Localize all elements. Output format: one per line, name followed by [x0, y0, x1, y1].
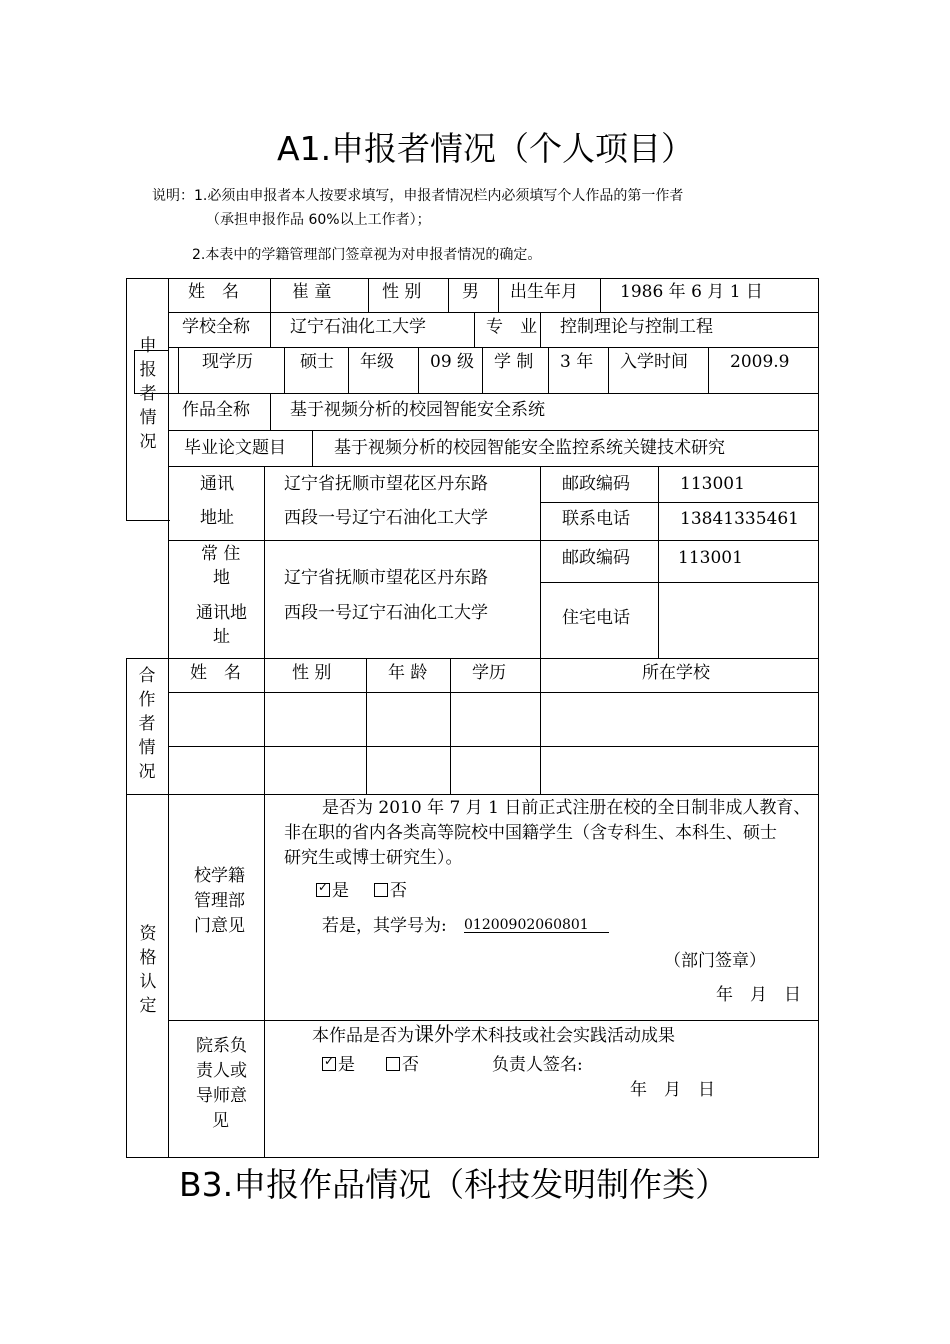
dept-question-post: 学术科技或社会实践活动成果 — [454, 1026, 675, 1046]
registrar-question-line-3: 研究生或博士研究生）。 — [284, 848, 463, 868]
birth-label: 出生年月 — [510, 282, 578, 302]
registrar-yes-label: 是 — [332, 881, 349, 901]
home-address-line-1: 辽宁省抚顺市望花区丹东路 — [284, 568, 488, 588]
page-title: A1.申报者情况（个人项目） — [277, 129, 695, 168]
note-line-2: （承担申报作品 60%以上工作者）； — [206, 212, 431, 228]
dept-no-option[interactable] — [386, 1057, 419, 1074]
school-label: 学校全称 — [182, 317, 250, 337]
note-line-1: 说明：1.必须由申报者本人按要求填写，申报者情况栏内必须填写个人作品的第一作者 — [152, 188, 684, 204]
phone-value: 13841335461 — [680, 509, 799, 529]
registrar-label-3: 门意见 — [194, 916, 245, 936]
name-value: 崔 童 — [292, 282, 332, 302]
registrar-date: 年 月 日 — [716, 985, 801, 1005]
registrar-no-option[interactable] — [374, 883, 407, 900]
home-zip-value: 113001 — [678, 548, 743, 568]
home-label-4: 址 — [213, 627, 230, 647]
grade-label: 年级 — [360, 352, 394, 372]
phone-label: 联系电话 — [562, 509, 630, 529]
school-value: 辽宁石油化工大学 — [290, 317, 426, 337]
name-label: 姓 名 — [188, 282, 239, 302]
address-line-1: 辽宁省抚顺市望花区丹东路 — [284, 474, 488, 494]
dept-question-emphasis: 课外 — [414, 1022, 454, 1046]
dept-date: 年 月 日 — [630, 1080, 715, 1100]
address-line-2: 西段一号辽宁石油化工大学 — [284, 508, 488, 528]
address-label-2: 地址 — [200, 508, 234, 528]
grade-value: 09 级 — [430, 352, 475, 372]
qualification-section-label: 资格认定 — [139, 924, 157, 1016]
enroll-label: 入学时间 — [620, 352, 688, 372]
enroll-value: 2009.9 — [730, 352, 790, 372]
birth-value: 1986 年 6 月 1 日 — [620, 282, 763, 302]
home-zip-label: 邮政编码 — [562, 548, 630, 568]
zip-label: 邮政编码 — [562, 474, 630, 494]
work-label: 作品全称 — [182, 400, 250, 420]
signature-label: 负责人签名: — [492, 1055, 583, 1075]
study-system-value: 3 年 — [560, 352, 594, 372]
dept-yes-label: 是 — [338, 1055, 355, 1075]
education-value: 硕士 — [300, 352, 334, 372]
home-label-1: 常 住 — [201, 544, 241, 564]
work-value: 基于视频分析的校园智能安全系统 — [290, 400, 545, 420]
applicant-section-label: 申报者情况 — [139, 336, 157, 452]
registrar-no-checkbox[interactable] — [374, 883, 388, 897]
home-phone-label: 住宅电话 — [562, 608, 630, 628]
coauthor-section-label: 合作者情况 — [138, 666, 156, 782]
gender-label: 性 别 — [382, 282, 422, 302]
dept-question — [312, 1024, 675, 1045]
next-section-title: B3.申报作品情况（科技发明制作类） — [179, 1165, 729, 1204]
dept-no-checkbox[interactable] — [386, 1057, 400, 1071]
dept-yes-checkbox[interactable] — [322, 1057, 336, 1071]
dept-no-label: 否 — [402, 1055, 419, 1075]
registrar-label-2: 管理部 — [194, 891, 245, 911]
registrar-label-1: 校学籍 — [194, 866, 245, 886]
registrar-yes-option[interactable] — [316, 883, 349, 900]
home-label-2: 地 — [213, 568, 230, 588]
home-address-line-2: 西段一号辽宁石油化工大学 — [284, 603, 488, 623]
note-line-3: 2.本表中的学籍管理部门签章视为对申报者情况的确定。 — [192, 247, 542, 263]
gender-value: 男 — [462, 282, 479, 302]
study-system-label: 学 制 — [494, 352, 534, 372]
dept-label-1: 院系负 — [196, 1036, 247, 1056]
coauthor-header-education: 学历 — [472, 663, 506, 683]
dept-label-2: 责人或 — [196, 1061, 247, 1081]
thesis-value: 基于视频分析的校园智能安全监控系统关键技术研究 — [334, 438, 725, 458]
dept-label-4: 见 — [212, 1111, 229, 1131]
home-label-3: 通讯地 — [196, 603, 247, 623]
coauthor-header-gender: 性 别 — [292, 663, 332, 683]
registrar-no-label: 否 — [390, 881, 407, 901]
registrar-question-line-1: 是否为 2010 年 7 月 1 日前正式注册在校的全日制非成人教育、 — [322, 798, 811, 818]
student-no-label: 若是，其学号为: — [322, 916, 447, 936]
major-label: 专 业 — [486, 317, 537, 337]
registrar-question-line-2: 非在职的省内各类高等院校中国籍学生（含专科生、本科生、硕士 — [284, 823, 777, 843]
major-value: 控制理论与控制工程 — [560, 317, 713, 337]
student-no-value: 01200902060801 — [464, 918, 609, 933]
dept-yes-option[interactable] — [322, 1057, 355, 1074]
thesis-label: 毕业论文题目 — [184, 438, 286, 458]
address-label-1: 通讯 — [200, 474, 234, 494]
dept-label-3: 导师意 — [196, 1086, 247, 1106]
department-stamp: （部门签章） — [664, 951, 766, 971]
coauthor-header-name: 姓 名 — [190, 663, 241, 683]
education-label: 现学历 — [202, 352, 253, 372]
registrar-yes-checkbox[interactable] — [316, 883, 330, 897]
zip-value: 113001 — [680, 474, 745, 494]
dept-question-pre: 本作品是否为 — [312, 1026, 414, 1046]
coauthor-header-school: 所在学校 — [642, 663, 710, 683]
coauthor-header-age: 年 龄 — [388, 663, 428, 683]
